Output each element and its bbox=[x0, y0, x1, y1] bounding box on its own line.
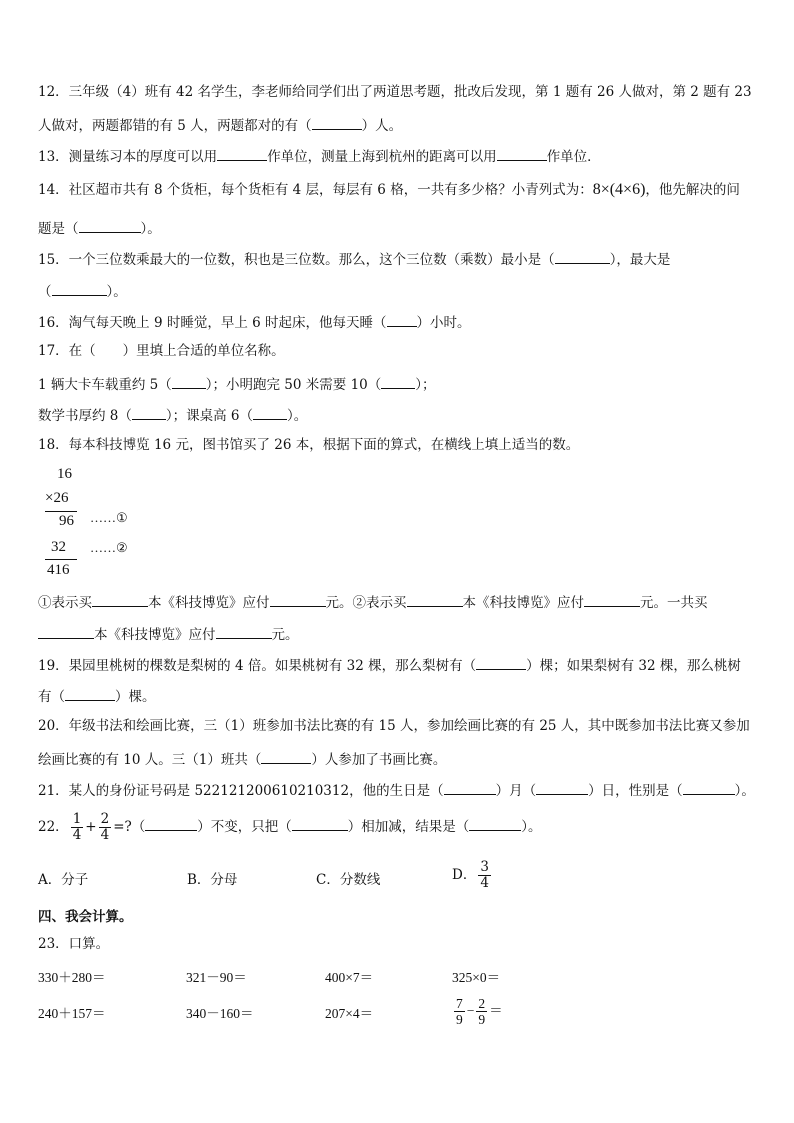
q17-text-2c: ）。 bbox=[287, 408, 308, 424]
q22-blank-2[interactable] bbox=[292, 816, 348, 831]
option-a[interactable]: A．分子 bbox=[38, 872, 89, 888]
q13-blank-2[interactable] bbox=[497, 146, 547, 161]
q15-text-a: 15．一个三位数乘最大的一位数，积也是三位数。那么，这个三位数（乘数）最小是（ bbox=[38, 252, 555, 268]
q14-text-d: ）。 bbox=[140, 221, 161, 237]
q17-blank-2[interactable] bbox=[381, 374, 415, 389]
calc-4: 325×0＝ bbox=[452, 970, 501, 985]
q22-text-d: ）。 bbox=[521, 819, 542, 835]
vm-row-32: 32 bbox=[51, 539, 66, 555]
q14-formula: 8×(4×6) bbox=[592, 181, 646, 198]
vm-row-96: 96 bbox=[59, 513, 74, 529]
q23-title: 23．口算。 bbox=[38, 936, 110, 952]
q15-line1 bbox=[38, 249, 670, 269]
q19-line1 bbox=[38, 655, 741, 675]
q17-blank-1[interactable] bbox=[172, 374, 206, 389]
calc-8-f2-denominator: 9 bbox=[478, 1012, 486, 1028]
q22-blank-1[interactable] bbox=[145, 816, 197, 831]
q21-blank-month[interactable] bbox=[444, 780, 496, 795]
q22-blank-3[interactable] bbox=[469, 816, 521, 831]
q17-text-2b: ）；课桌高 6（ bbox=[165, 408, 254, 424]
q14-line2 bbox=[38, 218, 161, 238]
q12-text-b: ）人。 bbox=[361, 118, 403, 134]
q14-line1 bbox=[38, 181, 740, 199]
calc-8-equals: ＝ bbox=[489, 1003, 503, 1018]
q18-text-e: 元。一共买 bbox=[640, 595, 708, 611]
calc-3: 400×7＝ bbox=[325, 970, 374, 985]
q18-blank-3[interactable] bbox=[407, 592, 463, 607]
q19-text-d: ）棵。 bbox=[115, 689, 156, 705]
vm-mark-2: ……② bbox=[90, 540, 128, 555]
q22-line bbox=[38, 809, 542, 845]
vm-line-2 bbox=[45, 559, 77, 560]
calc-8-f1-numerator: 7 bbox=[456, 996, 463, 1012]
q21-text-c: ）日，性别是（ bbox=[588, 783, 683, 799]
q20-line1: 20．年级书法和绘画比赛，三（1）班参加书法比赛的有 15 人，参加绘画比赛的有 25 人，其中既参加书法比赛又参加 bbox=[38, 718, 750, 734]
q21-blank-day[interactable] bbox=[536, 780, 588, 795]
calc-8-fraction-1 bbox=[454, 996, 465, 1027]
q13-text-a: 13．测量练习本的厚度可以用 bbox=[38, 149, 218, 165]
q19-blank-1[interactable] bbox=[476, 655, 526, 670]
q18-blank-6[interactable] bbox=[216, 624, 272, 639]
option-d-denominator: 4 bbox=[480, 875, 489, 891]
calc-8-fraction-2 bbox=[476, 996, 487, 1027]
q20-answer-blank[interactable] bbox=[261, 749, 311, 764]
calc-5: 240＋157＝ bbox=[38, 1006, 106, 1021]
q16-text-a: 16．淘气每天晚上 9 时睡觉，早上 6 时起床，他每天睡（ bbox=[38, 315, 387, 331]
q13-blank-1[interactable] bbox=[217, 146, 267, 161]
q22-plus: + bbox=[85, 819, 97, 835]
q17-line1 bbox=[38, 374, 436, 394]
q15-blank-min[interactable] bbox=[555, 249, 610, 264]
q18-blank-2[interactable] bbox=[270, 592, 326, 607]
vm-line-1 bbox=[45, 511, 77, 512]
q18-text-g: 元。 bbox=[271, 627, 299, 643]
q13-text-b: 作单位，测量上海到杭州的距离可以用 bbox=[267, 149, 497, 165]
vm-row-16: 16 bbox=[57, 466, 72, 482]
q16-text-b: ）小时。 bbox=[416, 315, 471, 331]
q22-f1-denominator: 4 bbox=[72, 827, 82, 843]
q20-line2 bbox=[38, 749, 446, 769]
q16-line bbox=[38, 312, 471, 332]
vm-row-416: 416 bbox=[47, 562, 70, 578]
calc-7: 207×4＝ bbox=[325, 1006, 374, 1021]
q22-text-c: ）相加减，结果是（ bbox=[347, 819, 470, 835]
option-d[interactable] bbox=[452, 857, 493, 893]
q19-text-b: ）棵；如果梨树有 32 棵，那么桃树 bbox=[526, 658, 741, 674]
q22-f2-numerator: 2 bbox=[100, 811, 110, 827]
q21-text-a: 21．某人的身份证号码是 522121200610210312，他的生日是（ bbox=[38, 783, 444, 799]
option-c[interactable]: C．分数线 bbox=[316, 872, 381, 888]
option-b[interactable]: B．分母 bbox=[187, 872, 238, 888]
option-d-label: D． bbox=[452, 867, 477, 883]
q17-blank-4[interactable] bbox=[253, 405, 287, 420]
q18-title: 18．每本科技博览 16 元，图书馆买了 26 本，根据下面的算式，在横线上填上适当的数。 bbox=[38, 437, 580, 453]
section-4-heading: 四、我会计算。 bbox=[38, 909, 133, 925]
calc-1: 330＋280＝ bbox=[38, 970, 106, 985]
calc-8 bbox=[452, 993, 503, 1029]
q12-line1: 12．三年级（4）班有 42 名学生，李老师给同学们出了两道思考题，批改后发现，第 1 题有 26 人做对，第 2 题有 23 bbox=[38, 84, 752, 100]
q21-blank-gender[interactable] bbox=[683, 780, 735, 795]
q17-title: 17．在（ ）里填上合适的单位名称。 bbox=[38, 343, 285, 359]
q13-line bbox=[38, 146, 601, 166]
q18-text-d: 本《科技博览》应付 bbox=[462, 595, 584, 611]
q17-line2 bbox=[38, 405, 307, 425]
q22-f1-numerator: 1 bbox=[72, 811, 82, 827]
q22-text-b: ）不变，只把（ bbox=[197, 819, 292, 835]
q12-answer-blank[interactable] bbox=[312, 115, 362, 130]
calc-2: 321－90＝ bbox=[186, 970, 247, 985]
q21-line bbox=[38, 780, 755, 800]
q18-text-a: ①表示买 bbox=[38, 595, 92, 611]
q22-fraction-1 bbox=[71, 812, 84, 843]
q22-f2-denominator: 4 bbox=[100, 827, 110, 843]
q15-text-b: ），最大是 bbox=[609, 252, 671, 268]
q14-answer-blank[interactable] bbox=[79, 218, 141, 233]
q19-line2 bbox=[38, 686, 156, 706]
vm-row-times-26: ×26 bbox=[45, 490, 69, 506]
q18-blank-5[interactable] bbox=[38, 624, 94, 639]
q18-text-b: 本《科技博览》应付 bbox=[148, 595, 270, 611]
q15-text-c: （ bbox=[38, 284, 52, 300]
q18-line1 bbox=[38, 592, 708, 612]
q17-blank-3[interactable] bbox=[132, 405, 166, 420]
vm-mark-1: ……① bbox=[90, 510, 128, 525]
q17-text-2a: 数学书厚约 8（ bbox=[38, 408, 132, 424]
q14-text-a: 14．社区超市共有 8 个货柜，每个货柜有 4 层，每层有 6 格，一共有多少格？小青列式为： bbox=[38, 182, 593, 198]
q22-fraction-2 bbox=[99, 812, 112, 843]
q18-text-c: 元。②表示买 bbox=[325, 595, 407, 611]
q15-line2 bbox=[38, 281, 127, 301]
option-d-fraction bbox=[478, 860, 491, 891]
q19-text-c: 有（ bbox=[38, 689, 65, 705]
q21-text-b: ）月（ bbox=[495, 783, 537, 799]
calc-6: 340－160＝ bbox=[186, 1006, 254, 1021]
q13-text-c: 作单位． bbox=[546, 149, 601, 165]
q15-text-d: ）。 bbox=[106, 284, 127, 300]
calc-8-f2-numerator: 2 bbox=[478, 996, 486, 1012]
q18-blank-1[interactable] bbox=[92, 592, 148, 607]
q12-line2 bbox=[38, 115, 402, 135]
q14-text-b: ，他先解决的问 bbox=[645, 182, 740, 198]
option-d-numerator: 3 bbox=[480, 859, 489, 875]
q15-blank-max[interactable] bbox=[52, 281, 107, 296]
q16-answer-blank[interactable] bbox=[387, 312, 417, 327]
q21-text-d: ）。 bbox=[734, 783, 755, 799]
q18-blank-4[interactable] bbox=[584, 592, 640, 607]
q18-line2 bbox=[38, 624, 299, 644]
q17-text-1c: ）； bbox=[415, 377, 436, 393]
calc-8-f1-denominator: 9 bbox=[456, 1012, 463, 1028]
q12-text-a: 人做对，两题都错的有 5 人，两题都对的有（ bbox=[38, 118, 312, 134]
q20-text-a: 绘画比赛的有 10 人。三（1）班共（ bbox=[38, 752, 262, 768]
q22-text-a: =?（ bbox=[113, 819, 146, 835]
q14-text-c: 题是（ bbox=[38, 221, 79, 237]
q19-text-a: 19．果园里桃树的棵数是梨树的 4 倍。如果桃树有 32 棵，那么梨树有（ bbox=[38, 658, 477, 674]
q22-num: 22． bbox=[38, 819, 69, 835]
q18-text-f: 本《科技博览》应付 bbox=[94, 627, 216, 643]
q17-text-1b: ）；小明跑完 50 米需要 10（ bbox=[205, 377, 382, 393]
q20-text-b: ）人参加了书画比赛。 bbox=[311, 752, 447, 768]
q17-text-1a: 1 辆大卡车载重约 5（ bbox=[38, 377, 172, 393]
calc-8-minus: − bbox=[466, 1003, 475, 1018]
q19-blank-2[interactable] bbox=[65, 686, 115, 701]
